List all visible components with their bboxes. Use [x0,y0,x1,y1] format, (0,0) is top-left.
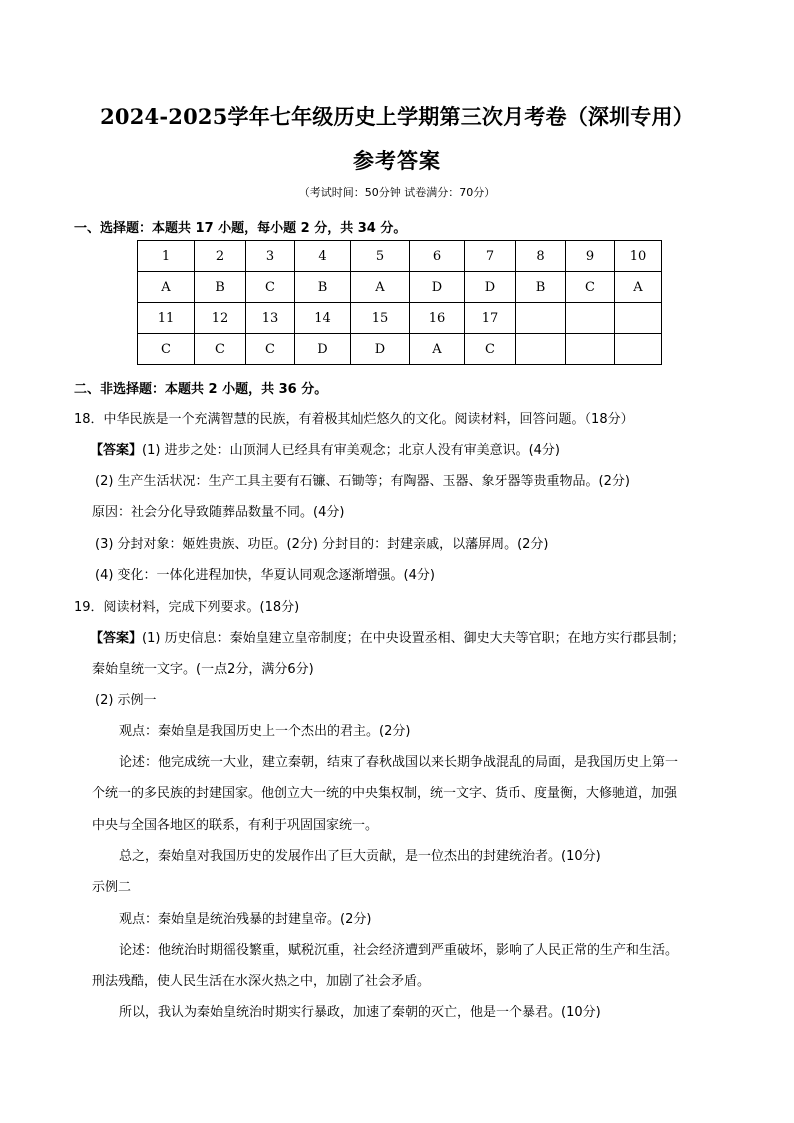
q19-answer-1-cont: 秦始皇统一文字。(一点2分，满分6分) [92,662,314,677]
answer-cell: A [410,334,465,365]
question-number-cell: 12 [195,303,246,334]
question-number-cell: 17 [465,303,516,334]
answer-cell: C [465,334,516,365]
q18-answer-1 [90,439,560,458]
question-number-cell: 10 [615,241,662,272]
answer-cell [566,334,615,365]
section1-heading: 一、选择题：本题共 17 小题，每小题 2 分，共 34 分。 [74,221,407,236]
question-number-cell: 6 [410,241,465,272]
answer-cell: B [295,272,351,303]
example2-argument-2: 刑法残酷，使人民生活在水深火热之中，加剧了社会矛盾。 [92,974,431,989]
example2-label: 示例二 [92,880,132,895]
question-number-cell [516,303,566,334]
answer-cell [516,334,566,365]
question-number-cell: 8 [516,241,566,272]
question-number-cell: 13 [246,303,295,334]
answer-cell: D [351,334,410,365]
example2-argument-1: 论述：他统治时期徭役繁重，赋税沉重，社会经济遭到严重破坏，影响了人民正常的生产和生活。 [119,943,679,958]
example2-summary: 所以，我认为秦始皇统治时期实行暴政，加速了秦朝的灭亡，他是一个暴君。(10分) [119,1005,601,1020]
page-title: 2024-2025学年七年级历史上学期第三次月考卷（深圳专用） [100,104,694,129]
answer-cell: A [138,272,195,303]
question-number-cell [566,303,615,334]
answer-cell: A [615,272,662,303]
question-number-cell: 5 [351,241,410,272]
question-number-cell: 3 [246,241,295,272]
answer-table [137,240,662,365]
q18-answer-3: (3) 分封对象：姬姓贵族、功臣。(2分) 分封目的：封建亲戚，以藩屏周。(2分) [95,537,549,552]
question-number-cell: 11 [138,303,195,334]
q18-answer-2-reason: 原因：社会分化导致随葬品数量不同。(4分) [92,505,345,520]
question-number-cell: 2 [195,241,246,272]
question-number-cell [615,303,662,334]
q19-answer-2: (2) 示例一 [95,693,157,708]
q18-a1-text: (1) 进步之处：山顶洞人已经具有审美观念；北京人没有审美意识。(4分) [142,443,560,458]
question-number-cell: 14 [295,303,351,334]
answer-cell: C [246,272,295,303]
answer-tag: 【答案】 [90,631,143,646]
example1-argument-1: 论述：他完成统一大业，建立秦朝，结束了春秋战国以来长期争战混乱的局面，是我国历史上第一 [119,755,679,770]
example2-viewpoint: 观点：秦始皇是统治残暴的封建皇帝。(2分) [119,912,372,927]
question-number-cell: 16 [410,303,465,334]
page-subtitle: 参考答案 [353,148,441,173]
table-row [138,303,662,334]
answer-cell: D [465,272,516,303]
example1-viewpoint: 观点：秦始皇是我国历史上一个杰出的君主。(2分) [119,724,411,739]
table-row [138,272,662,303]
example1-argument-2: 个统一的多民族的封建国家。他创立大一统的中央集权制，统一文字、货币、度量衡，大修驰道，加强 [92,786,678,801]
answer-cell: C [246,334,295,365]
question-number-cell: 9 [566,241,615,272]
q19-question: 19．阅读材料，完成下列要求。(18分) [74,600,300,615]
exam-meta: （考试时间：50分钟 试卷满分：70分） [298,186,496,199]
section2-heading: 二、非选择题：本题共 2 小题，共 36 分。 [74,382,328,397]
answer-tag: 【答案】 [90,443,143,458]
q18-answer-4: (4) 变化：一体化进程加快，华夏认同观念逐渐增强。(4分) [95,568,435,583]
answer-cell: D [410,272,465,303]
answer-cell: B [195,272,246,303]
answer-cell: A [351,272,410,303]
answer-cell: D [295,334,351,365]
question-number-cell: 15 [351,303,410,334]
answer-cell: C [138,334,195,365]
example1-summary: 总之，秦始皇对我国历史的发展作出了巨大贡献，是一位杰出的封建统治者。(10分) [119,849,601,864]
answer-cell: B [516,272,566,303]
answer-cell: C [566,272,615,303]
question-number-cell: 7 [465,241,516,272]
q19-a1-text: (1) 历史信息：秦始皇建立皇帝制度；在中央设置丞相、御史大夫等官职；在地方实行郡县制； [142,631,685,646]
table-row [138,334,662,365]
question-number-cell: 1 [138,241,195,272]
table-row [138,241,662,272]
question-number-cell: 4 [295,241,351,272]
answer-cell: C [195,334,246,365]
answer-cell [615,334,662,365]
q18-question: 18．中华民族是一个充满智慧的民族，有着极其灿烂悠久的文化。阅读材料，回答问题。（18分） [74,412,634,427]
example1-argument-3: 中央与全国各地区的联系，有利于巩固国家统一。 [92,818,379,833]
q19-answer-1 [90,627,685,646]
q18-answer-2: (2) 生产生活状况：生产工具主要有石镰、石锄等；有陶器、玉器、象牙器等贵重物品。(2分) [95,474,630,489]
